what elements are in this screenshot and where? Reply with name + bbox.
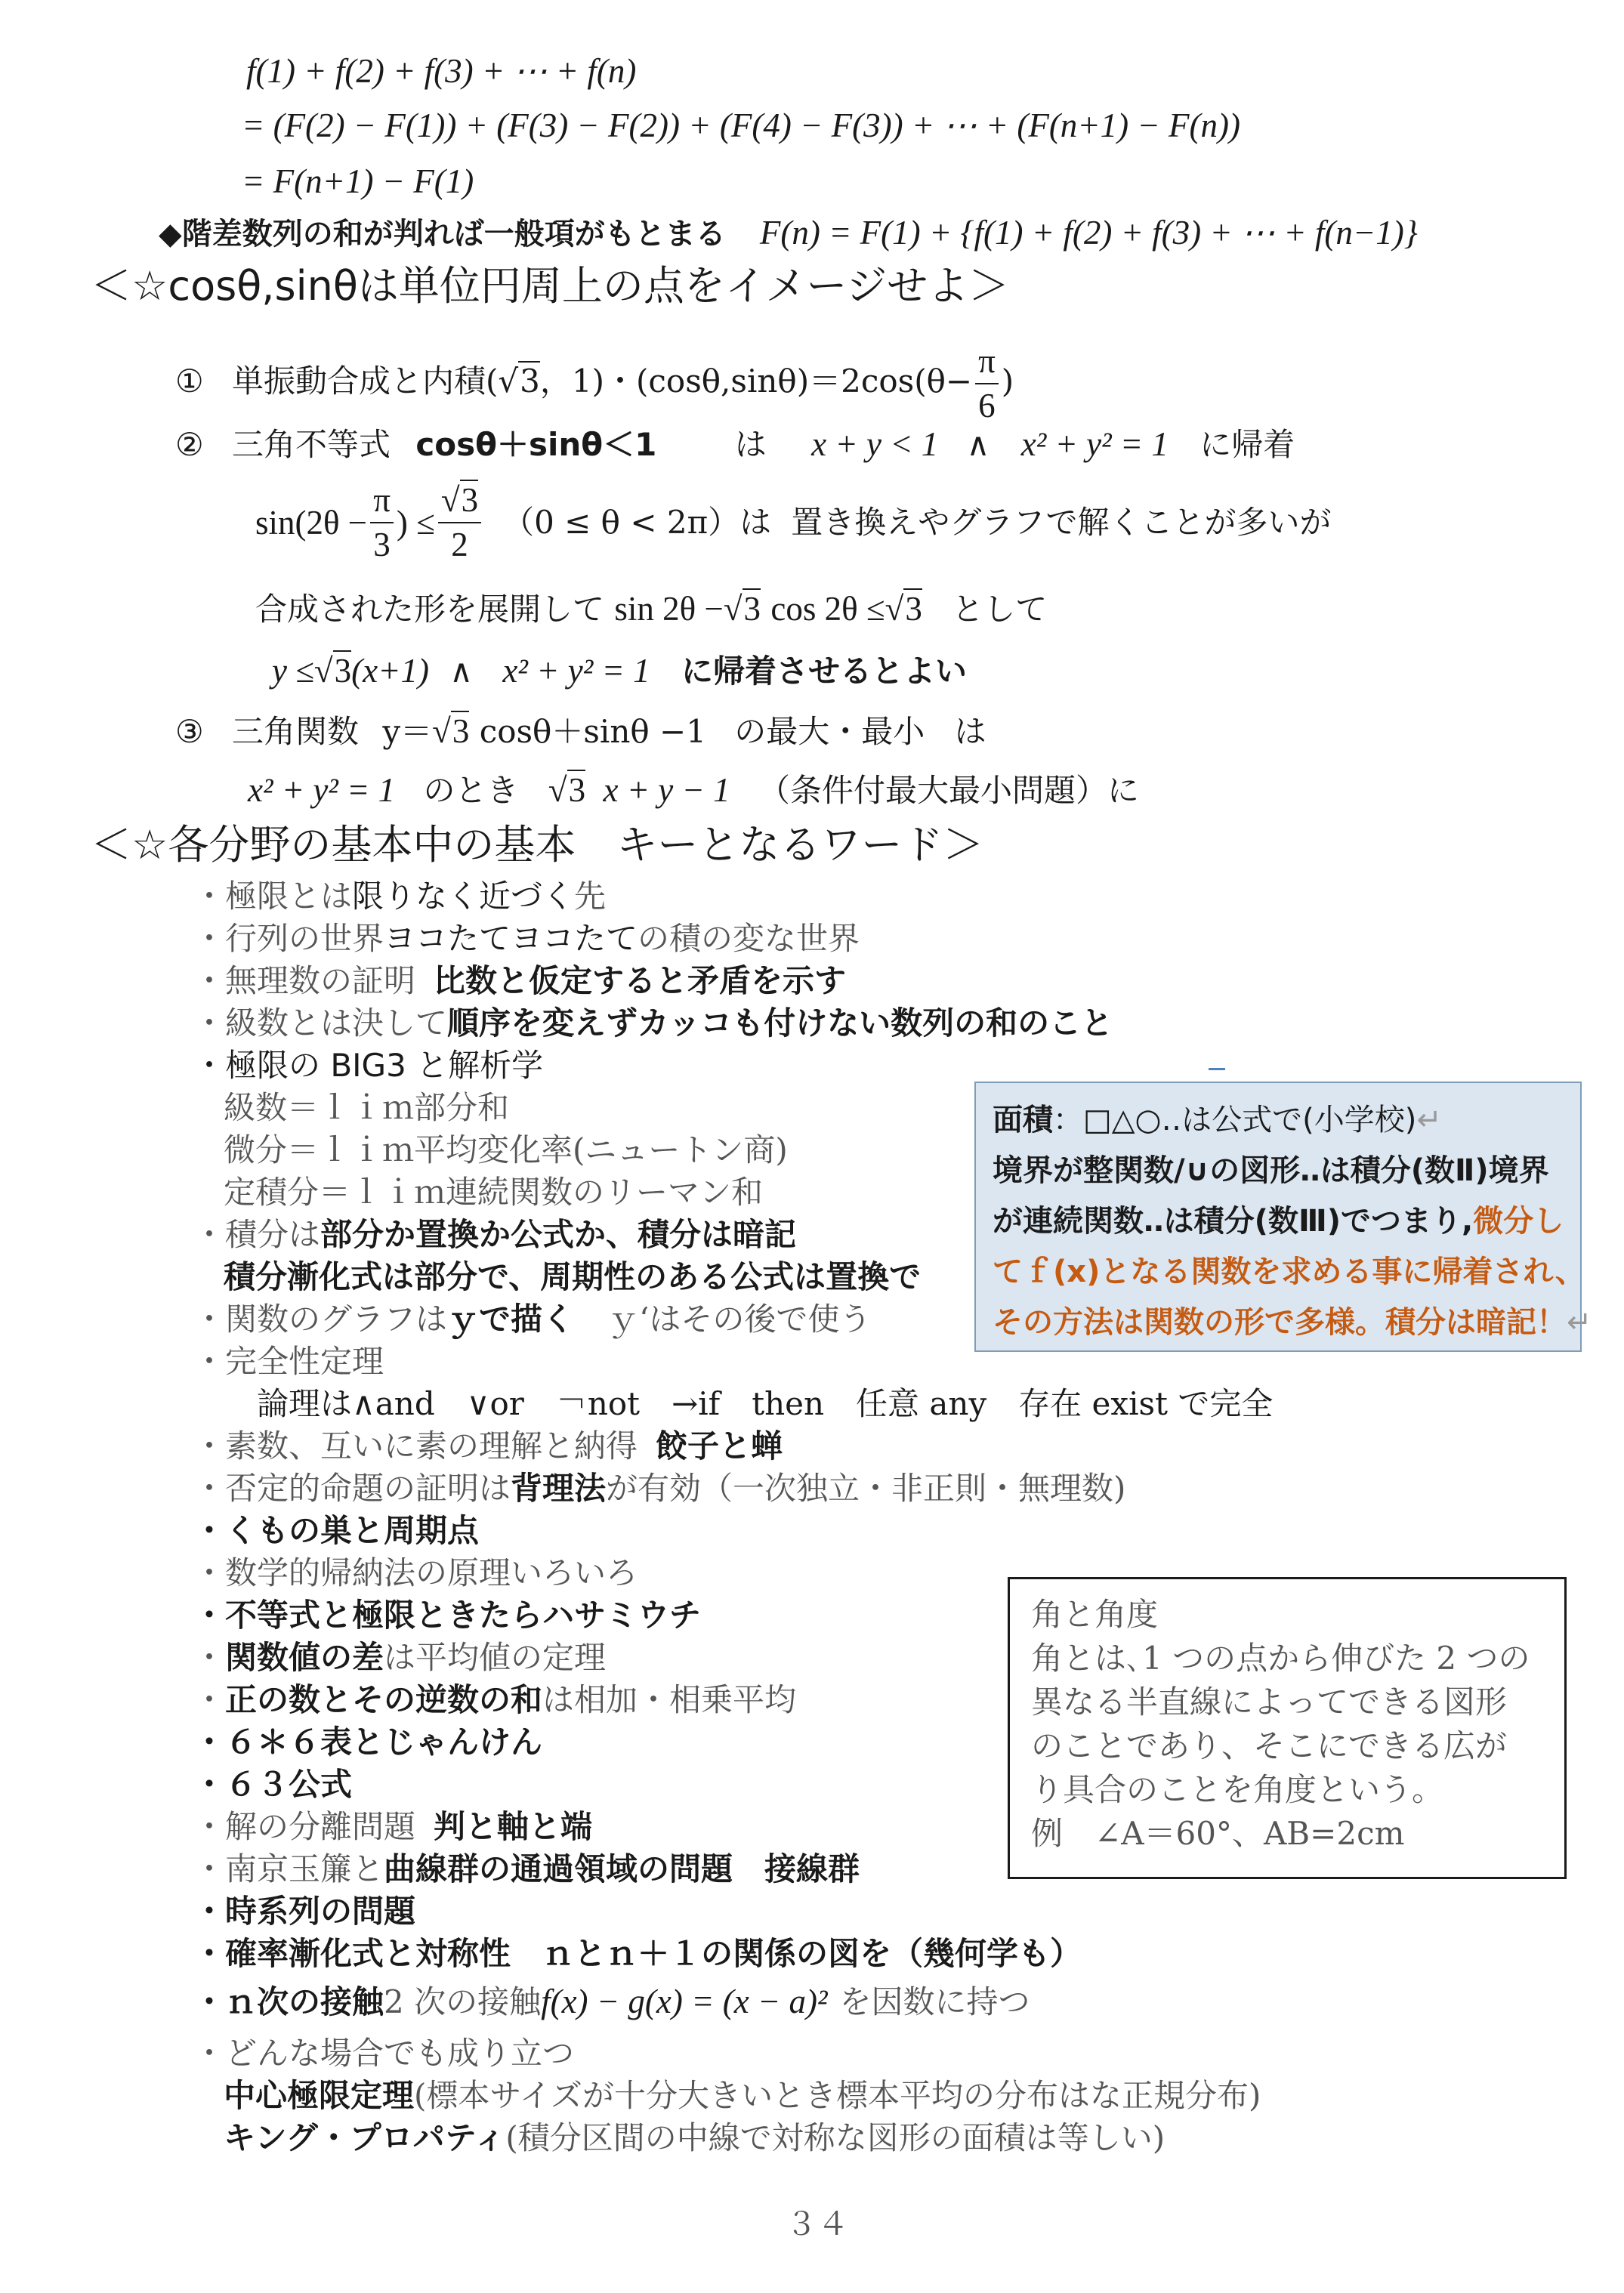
y-row: y ≤√3(x+1) ∧ x² + y² = 1 に帰着させるとよい (272, 652, 967, 690)
heading-keywords: ＜☆各分野の基本中の基本 キーとなるワード＞ (91, 821, 984, 869)
kw-21: ・確率漸化式と対称性 ｎとｎ＋１の関係の図を（幾何学も） (193, 1935, 1082, 1972)
item1-fraction (975, 344, 999, 423)
trig-item-1: ① 単振動合成と内積(√3，1)・(cosθ,sinθ)＝2cos(θ− $\frac{\pi}{6}$ ) (175, 342, 1014, 424)
kw-6: ・積分は部分か置換か公式か、積分は暗記 (193, 1216, 797, 1253)
kaisa-label: ◆階差数列の和が判れば一般項がもとまる (159, 217, 726, 252)
callout-line-4: てｆ(x)となる関数を求める事に帰着され、 (993, 1255, 1585, 1289)
sum-line-1: f(1) + f(2) + f(3) + ⋯ + f(n) (246, 52, 637, 90)
item3-text: 三角関数 (232, 713, 360, 750)
item1-num: ① (175, 363, 204, 400)
item2-ineq: cosθ＋sinθ＜1 (415, 426, 657, 463)
angle-body-1: 角とは､1 つの点から伸びた 2 つの (1031, 1640, 1530, 1677)
cond-suffix: （条件付最大最小問題）に (758, 772, 1140, 809)
cond-expr: x + y − 1 (603, 771, 730, 809)
kw-8-2: 論理は∧and ∨or ￢not →if then 任意 any 存在 exist で完全 (257, 1385, 1274, 1422)
cond-row: x² + y² = 1 のとき √3 x + y − 1 （条件付最大最小問題）に (248, 771, 1140, 809)
kw-5-2: 微分＝ｌｉｍ平均変化率(ニュートン商) (224, 1131, 788, 1168)
callout-line-5: その方法は関数の形で多様。積分は暗記！↵ (993, 1305, 1592, 1340)
item1-pi: π (975, 344, 999, 384)
kw-10: ・否定的命題の証明は背理法が有効（一次独立・非正則・無理数) (193, 1470, 1126, 1507)
ex-pi: π (370, 483, 394, 523)
item3-y: y＝ (382, 713, 433, 750)
item3-suffix: の最大・最小 (734, 713, 925, 750)
tenkai-b: cos 2θ ≤ (770, 590, 885, 628)
angle-title: 角と角度 (1031, 1596, 1159, 1633)
ex-2: 2 (451, 526, 468, 563)
angle-body-2: 異なる半直線によってできる図形 (1031, 1683, 1508, 1721)
y-circle: x² + y² = 1 (502, 652, 650, 690)
kw-14: ・関数値の差は平均値の定理 (193, 1639, 607, 1676)
ex-fraction-root: $\frac{√3}{2}$ (438, 483, 481, 562)
kw-5-3: 定積分＝ｌｉｍ連続関数のリーマン和 (224, 1174, 764, 1211)
item2-wa: は (734, 426, 767, 463)
cond-circle: x² + y² = 1 (248, 771, 396, 809)
kaisa-row (159, 216, 1418, 250)
y-b: (x+1) (351, 652, 429, 690)
item1-den: 6 (978, 387, 996, 424)
kw-12: ・数学的帰納法の原理いろいろ (193, 1554, 638, 1591)
kw-23: ・どんな場合でも成り立つ (193, 2035, 575, 2072)
kw-7: ・関数のグラフはｙで描く ｙ‘はその後で使う (193, 1301, 872, 1338)
item2-text: 三角不等式 (232, 426, 391, 463)
tenkai-sqrt-2: 3 (905, 590, 922, 628)
item1-close: ) (1001, 363, 1014, 400)
kw-6-2: 積分漸化式は部分で、周期性のある公式は置換で (224, 1258, 922, 1295)
ex-fraction-pi (370, 483, 394, 562)
item2-num: ② (175, 426, 204, 463)
callout-line-2: 境界が整関数/∪の図形‥は積分(数Ⅱ)境界 (993, 1153, 1549, 1188)
item3-wa: は (954, 713, 986, 750)
kw-5-1: 級数＝ｌｉｍ部分和 (224, 1089, 510, 1126)
y-sqrt: 3 (334, 652, 352, 690)
ex-le: ) ≤ (396, 503, 435, 542)
item2-cond: x + y < 1 (811, 425, 939, 463)
cond-sqrt: 3 (568, 771, 586, 809)
kw-19: ・南京玉簾と曲線群の通過領域の問題 接線群 (193, 1850, 860, 1887)
kw-11: ・くもの巣と周期点 (193, 1512, 480, 1549)
tenkai-suffix: として (952, 591, 1048, 628)
item2-and: ∧ (966, 426, 990, 463)
heading-trig: ＜☆cosθ,sinθは単位円周上の点をイメージせよ＞ (91, 262, 1010, 310)
page-number: ３４ (786, 2205, 850, 2242)
tenkai-a: sin 2θ − (614, 590, 724, 628)
kw-15: ・正の数とその逆数の和は相加・相乗平均 (193, 1681, 797, 1718)
ex-sqrt: 3 (461, 481, 479, 519)
kw-13: ・不等式と極限ときたらハサミウチ (193, 1597, 702, 1634)
tenkai-sqrt-1: 3 (743, 590, 761, 628)
angle-body-4: り具合のことを角度という。 (1031, 1771, 1444, 1808)
kw-22: ・ｎ次の接触2 次の接触f(x) − g(x) = (x − a)² を因数に持つ (193, 1983, 1030, 2020)
y-and: ∧ (449, 653, 474, 690)
item3-num: ③ (175, 713, 204, 750)
item1-mid: ，1)・(cosθ,sinθ)＝2cos(θ− (539, 363, 973, 400)
y-suffix: に帰着させるとよい (681, 653, 967, 690)
sum-line-2: = (F(2) − F(1)) + (F(3) − F(2)) + (F(4) − F(3)) + ⋯ + (F(n+1) − F(n)) (242, 106, 1240, 144)
y-a: y ≤ (272, 652, 314, 690)
sum-line-3: = F(n+1) − F(1) (242, 162, 474, 200)
kw-23-1: 中心極限定理(標本サイズが十分大きいとき標本平均の分布はな正規分布) (224, 2077, 1261, 2114)
item1-text: 単振動合成と内積( (232, 363, 499, 400)
anchor-mark (1209, 1068, 1225, 1070)
ex-3: 3 (373, 526, 391, 563)
integral-callout (974, 1082, 1592, 1352)
callout-line-1: 面積：□△○‥は公式で(小学校)↵ (993, 1103, 1442, 1137)
item3-rest: cosθ＋sinθ −1 (479, 713, 706, 750)
angle-box (1008, 1577, 1567, 1879)
kw-8: ・完全性定理 (193, 1343, 384, 1380)
trig-item-2 (175, 427, 1295, 461)
kw-3: ・無理数の証明 比数と仮定すると矛盾を示す (193, 962, 847, 999)
tenkai-row: 合成された形を展開して sin 2θ −√3 cos 2θ ≤√3 として (255, 590, 1048, 628)
kw-23-2: キング・プロパティ(積分区間の中線で対称な図形の面積は等しい) (224, 2119, 1166, 2156)
trig-example (255, 483, 1331, 562)
item2-kichaku: に帰着 (1199, 426, 1295, 463)
ex-range: （0 ≤ θ < 2π）は (502, 504, 772, 541)
ex-note: 置き換えやグラフで解くことが多いが (791, 504, 1332, 541)
kw-20: ・時系列の問題 (193, 1893, 416, 1930)
angle-example: 例 ∠A＝60°、AB=2cm (1031, 1815, 1405, 1852)
kw-4: ・級数とは決して順序を変えずカッコも付けない数列の和のこと (193, 1005, 1113, 1042)
kw-9: ・素数、互いに素の理解と納得 餃子と蝉 (193, 1427, 783, 1464)
cond-toki: のとき (423, 772, 519, 809)
item2-circle: x² + y² = 1 (1020, 425, 1169, 463)
tenkai-text: 合成された形を展開して (255, 591, 605, 628)
angle-body-3: のことであり、そこにできる広が (1031, 1727, 1508, 1764)
kw-17: ・６３公式 (193, 1766, 353, 1803)
kw-16: ・６＊６表とじゃんけん (193, 1724, 543, 1761)
ex-sin: sin(2θ − (255, 503, 368, 542)
callout-line-3: が連続関数‥は積分(数Ⅲ)でつまり,微分し (993, 1204, 1564, 1239)
kw-2: ・行列の世界ヨコたてヨコたての積の変な世界 (193, 920, 860, 957)
item3-sqrt: 3 (452, 712, 470, 750)
kaisa-formula: F(n) = F(1) + {f(1) + f(2) + f(3) + ⋯ + f(n−1)} (759, 214, 1418, 252)
kw-1: ・極限とは限りなく近づく先 (193, 878, 607, 915)
item1-sqrt: 3 (520, 363, 540, 400)
trig-item-3: ③ 三角関数 y＝√3 cosθ＋sinθ −1 の最大・最小 は (175, 712, 986, 750)
kw-5: ・極限の BIG3 と解析学 (193, 1047, 544, 1084)
kw-18: ・解の分離問題 判と軸と端 (193, 1808, 593, 1845)
